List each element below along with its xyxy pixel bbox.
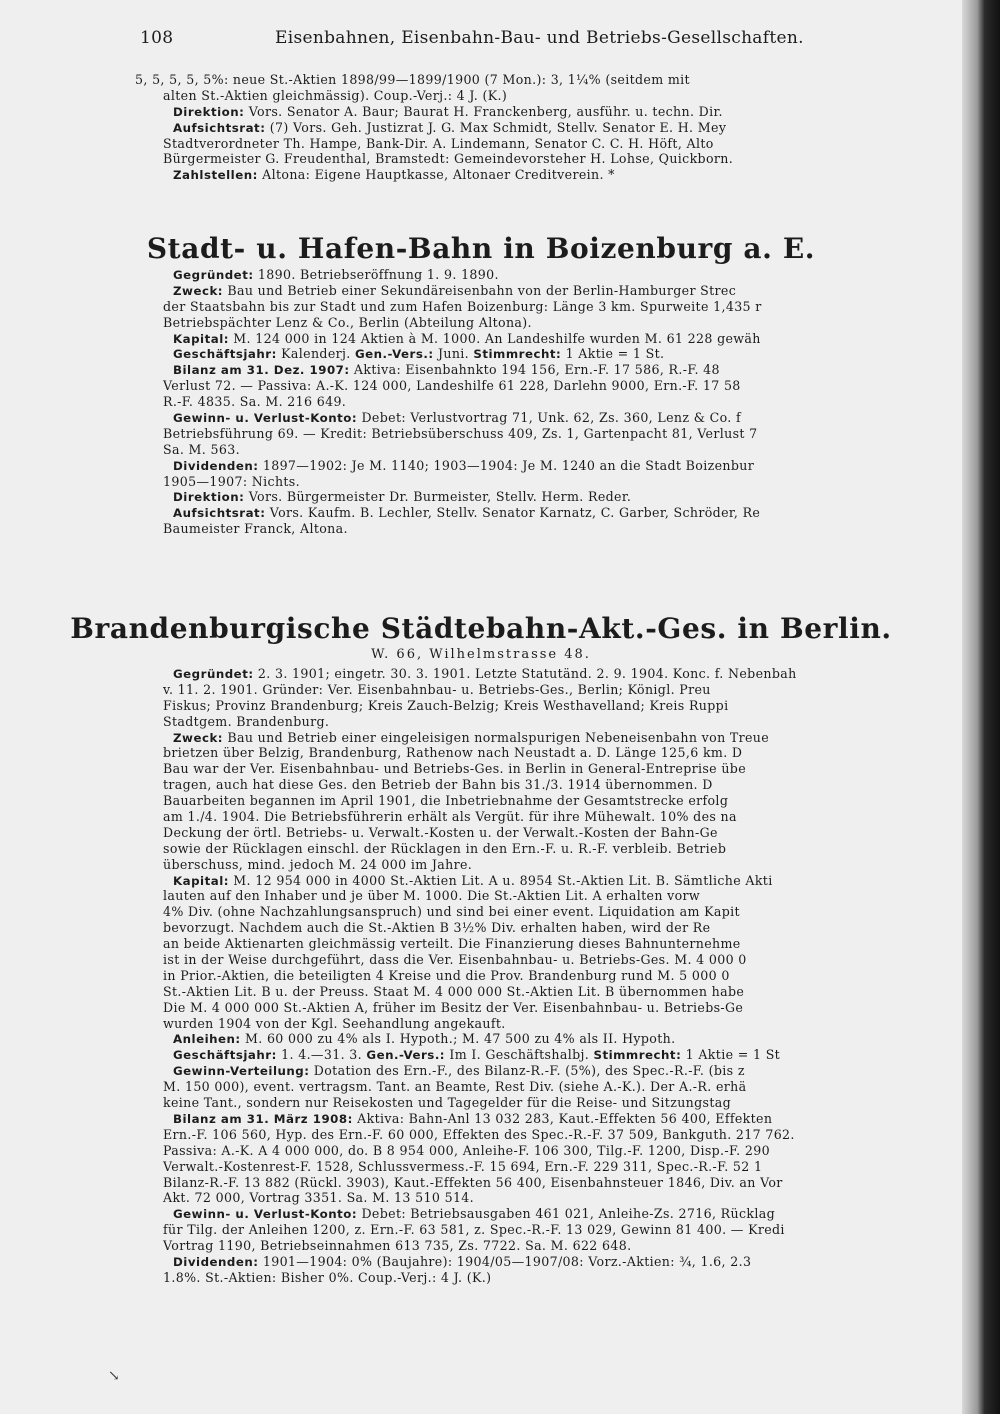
text-line xyxy=(135,136,955,152)
line-text: sowie der Rücklagen einschl. der Rücklagen in den Ern.-F. u. R.-F. verbleib. Betrieb xyxy=(163,840,727,856)
text-line xyxy=(135,761,955,777)
field-keyword: Gen.-Vers.: xyxy=(354,347,434,362)
text-line xyxy=(135,888,955,904)
field-keyword: Gewinn- u. Verlust-Konto: xyxy=(173,1207,358,1222)
text-line xyxy=(135,809,955,825)
field-keyword: Gen.-Vers.: xyxy=(366,1048,446,1063)
text-line xyxy=(135,331,955,347)
line-text: in Prior.-Aktien, die beteiligten 4 Kreise und die Prov. Brandenburg rund M. 5 000 0 xyxy=(163,967,730,983)
text-line xyxy=(135,394,955,410)
text-line xyxy=(135,1222,955,1238)
field-text: 1 Aktie = 1 St. xyxy=(561,346,665,362)
line-text: Fiskus; Provinz Brandenburg; Kreis Zauch-Belzig; Kreis Westhavelland; Kreis Ruppi xyxy=(163,697,729,713)
text-line xyxy=(135,1111,955,1127)
line-text: wurden 1904 von der Kgl. Seehandlung angekauft. xyxy=(163,1015,506,1031)
line-text: 5, 5, 5, 5, 5%: neue St.-Aktien 1898/99—1899/1900 (7 Mon.): 3, 1¼% (seitdem mit xyxy=(135,72,690,87)
line-text: lauten auf den Inhaber und je über M. 1000. Die St.-Aktien Lit. A erhalten vorw xyxy=(163,888,701,904)
text-line xyxy=(135,426,955,442)
company-address: W. 66, Wilhelmstrasse 48. xyxy=(371,647,591,662)
text-line xyxy=(135,151,955,167)
section-title-brandenburg: Brandenburgische Städtebahn-Akt.-Ges. in Berlin. xyxy=(70,612,892,645)
field-keyword: Aufsichtsrat: xyxy=(173,120,266,135)
text-line xyxy=(135,1270,955,1286)
field-keyword: Geschäftsjahr: xyxy=(173,347,277,362)
line-text: Deckung der örtl. Betriebs- u. Verwalt.-Kosten u. der Verwalt.-Kosten der Bahn-Ge xyxy=(163,824,718,840)
field-text: Juni. xyxy=(433,346,474,362)
field-keyword: Gegründet: xyxy=(173,667,254,681)
line-text: Ern.-F. 106 560, Hyp. des Ern.-F. 60 000, Effekten des Spec.-R.-F. 37 509, Bankguth. 217 762. xyxy=(163,1126,795,1142)
field-text: Altona: Eigene Hauptkasse, Altonaer Creditverein. * xyxy=(257,167,615,183)
line-text: Bürgermeister G. Freudenthal, Bramstedt: Gemeindevorsteher H. Lohse, Quickborn. xyxy=(163,151,734,167)
text-line xyxy=(135,682,955,698)
field-text: M. 60 000 zu 4% als I. Hypoth.; M. 47 500 zu 4% als II. Hypoth. xyxy=(240,1031,676,1047)
text-line xyxy=(135,474,955,490)
text-line xyxy=(135,936,955,952)
line-text: 4% Div. (ohne Nachzahlungsanspruch) und sind bei einer event. Liquidation am Kapit xyxy=(163,904,740,920)
running-title: Eisenbahnen, Eisenbahn-Bau- und Betriebs-Gesellschaften. xyxy=(275,28,804,48)
text-line xyxy=(135,410,955,426)
field-keyword: Stimmrecht: xyxy=(593,1048,682,1063)
section-continuation xyxy=(135,72,955,183)
field-keyword: Kapital: xyxy=(173,873,229,888)
field-text: Aktiva: Bahn-Anl 13 032 283, Kaut.-Effekten 56 400, Effekten xyxy=(352,1110,773,1126)
line-text: 1.8%. St.-Aktien: Bisher 0%. Coup.-Verj.: 4 J. (K.) xyxy=(163,1269,492,1285)
line-text: alten St.-Aktien gleichmässig). Coup.-Verj.: 4 J. (K.) xyxy=(163,87,508,103)
field-text: 1890. Betriebseröffnung 1. 9. 1890. xyxy=(253,267,499,282)
line-text: Verwalt.-Kostenrest-F. 1528, Schlussvermess.-F. 15 694, Ern.-F. 229 311, Spec.-R.-F. 52 1 xyxy=(163,1158,763,1174)
field-keyword: Stimmrecht: xyxy=(473,347,562,362)
line-text: der Staatsbahn bis zur Stadt und zum Hafen Boizenburg: Länge 3 km. Spurweite 1,435 r xyxy=(163,298,762,314)
field-text: Bau und Betrieb einer Sekundäreisenbahn von der Berlin-Hamburger Strec xyxy=(223,282,737,298)
line-text: überschuss, mind. jedoch M. 24 000 im Jahre. xyxy=(163,856,473,872)
text-line xyxy=(135,1238,955,1254)
line-text: an beide Aktienarten gleichmässig verteilt. Die Finanzierung dieses Bahnunternehme xyxy=(163,936,741,952)
text-line xyxy=(135,1190,955,1206)
line-text: Vortrag 1190, Betriebseinnahmen 613 735, Zs. 7722. Sa. M. 622 648. xyxy=(163,1238,632,1254)
text-line xyxy=(135,72,955,88)
text-line xyxy=(135,458,955,474)
section-boizenburg xyxy=(135,267,955,537)
text-line xyxy=(135,984,955,1000)
field-text: Vors. Kaufm. B. Lechler, Stellv. Senator Karnatz, C. Garber, Schröder, Re xyxy=(265,505,761,521)
text-line xyxy=(135,714,955,730)
margin-mark: ↘ xyxy=(108,1368,120,1384)
text-line xyxy=(135,730,955,746)
line-text: R.-F. 4835. Sa. M. 216 649. xyxy=(163,394,347,410)
text-line xyxy=(135,1079,955,1095)
line-text: Die M. 4 000 000 St.-Aktien A, früher im Besitz der Ver. Eisenbahnbau- u. Betriebs-Ge xyxy=(163,999,744,1015)
text-line xyxy=(135,777,955,793)
text-line xyxy=(135,1031,955,1047)
text-line xyxy=(135,857,955,873)
line-text: Verlust 72. — Passiva: A.-K. 124 000, Landeshilfe 61 228, Darlehn 9000, Ern.-F. 17 58 xyxy=(163,378,741,394)
text-line xyxy=(135,362,955,378)
field-keyword: Direktion: xyxy=(173,490,245,505)
text-line xyxy=(135,283,955,299)
line-text: M. 150 000), event. vertragsm. Tant. an Beamte, Rest Div. (siehe A.-K.). Der A.-R. erhä xyxy=(163,1079,747,1095)
line-text: Stadtgem. Brandenburg. xyxy=(163,713,330,729)
text-line xyxy=(135,315,955,331)
text-line xyxy=(135,1159,955,1175)
text-line xyxy=(135,299,955,315)
section-brandenburg xyxy=(135,666,955,1286)
line-text: Bilanz-R.-F. 13 882 (Rückl. 3903), Kaut.-Effekten 56 400, Eisenbahnsteuer 1846, Div. an Vor xyxy=(163,1174,783,1190)
text-line xyxy=(135,1254,955,1270)
field-keyword: Bilanz am 31. Dez. 1907: xyxy=(173,363,350,378)
field-keyword: Anleihen: xyxy=(173,1032,241,1047)
field-text: 1 Aktie = 1 St xyxy=(681,1047,781,1063)
field-text: Dotation des Ern.-F., des Bilanz-R.-F. (5%), des Spec.-R.-F. (bis z xyxy=(309,1063,745,1079)
text-line xyxy=(135,1206,955,1222)
text-line xyxy=(135,1016,955,1032)
text-line xyxy=(135,793,955,809)
text-line xyxy=(135,968,955,984)
line-text: für Tilg. der Anleihen 1200, z. Ern.-F. 63 581, z. Spec.-R.-F. 13 029, Gewinn 81 400. — Kredi xyxy=(163,1222,785,1238)
line-text: St.-Aktien Lit. B u. der Preuss. Staat M. 4 000 000 St.-Aktien Lit. B übernommen habe xyxy=(163,983,745,999)
field-keyword: Zahlstellen: xyxy=(173,168,258,183)
page-edge-shadow xyxy=(962,0,1000,1414)
field-text: Vors. Senator A. Baur; Baurat H. Franckenberg, ausführ. u. techn. Dir. xyxy=(244,103,723,119)
text-line xyxy=(135,104,955,120)
text-line xyxy=(135,1127,955,1143)
line-text: Bau war der Ver. Eisenbahnbau- und Betriebs-Ges. in Berlin in General-Entreprise übe xyxy=(163,761,747,777)
text-line xyxy=(135,1063,955,1079)
text-line xyxy=(135,873,955,889)
field-text: Debet: Betriebsausgaben 461 021, Anleihe-Zs. 2716, Rücklag xyxy=(357,1206,775,1222)
text-line xyxy=(135,1047,955,1063)
field-text: Aktiva: Eisenbahnkto 194 156, Ern.-F. 17 586, R.-F. 48 xyxy=(349,362,720,378)
field-text: 1901—1904: 0% (Baujahre): 1904/05—1907/08: Vorz.-Aktien: ¾, 1.6, 2.3 xyxy=(258,1253,752,1269)
text-line xyxy=(135,745,955,761)
running-header xyxy=(140,28,960,54)
line-text: Akt. 72 000, Vortrag 3351. Sa. M. 13 510 514. xyxy=(163,1190,475,1206)
field-keyword: Dividenden: xyxy=(173,1254,259,1269)
text-line xyxy=(135,1000,955,1016)
field-text: (7) Vors. Geh. Justizrat J. G. Max Schmidt, Stellv. Senator E. H. Mey xyxy=(265,119,727,135)
field-keyword: Gewinn-Verteilung: xyxy=(173,1064,310,1079)
line-text: Bauarbeiten begannen im April 1901, die Inbetriebnahme der Gesamtstrecke erfolg xyxy=(163,793,729,809)
field-text: Debet: Verlustvortrag 71, Unk. 62, Zs. 360, Lenz & Co. f xyxy=(357,410,742,426)
text-line xyxy=(135,952,955,968)
field-keyword: Zweck: xyxy=(173,283,224,298)
line-text: v. 11. 2. 1901. Gründer: Ver. Eisenbahnbau- u. Betriebs-Ges., Berlin; Königl. Preu xyxy=(163,681,711,697)
page-number: 108 xyxy=(140,28,174,48)
text-line xyxy=(135,1143,955,1159)
text-line xyxy=(135,920,955,936)
field-keyword: Bilanz am 31. März 1908: xyxy=(173,1111,353,1126)
field-text: Kalenderj. xyxy=(276,346,355,362)
field-text: M. 12 954 000 in 4000 St.-Aktien Lit. A u. 8954 St.-Aktien Lit. B. Sämtliche Akti xyxy=(228,872,773,888)
field-text: M. 124 000 in 124 Aktien à M. 1000. An Landeshilfe wurden M. 61 228 gewäh xyxy=(228,330,761,346)
field-keyword: Kapital: xyxy=(173,331,229,346)
text-line xyxy=(135,167,955,183)
text-line xyxy=(135,825,955,841)
text-line xyxy=(135,346,955,362)
line-text: brietzen über Belzig, Brandenburg, Rathenow nach Neustadt a. D. Länge 125,6 km. D xyxy=(163,745,743,761)
text-line xyxy=(135,442,955,458)
section-title-boizenburg: Stadt- u. Hafen-Bahn in Boizenburg a. E. xyxy=(146,232,816,265)
text-line xyxy=(135,698,955,714)
field-text: 2. 3. 1901; eingetr. 30. 3. 1901. Letzte Statutänd. 2. 9. 1904. Konc. f. Nebenbah xyxy=(253,666,797,681)
line-text: am 1./4. 1904. Die Betriebsführerin erhält als Vergüt. für ihre Mühewalt. 10% des na xyxy=(163,809,737,825)
line-text: Betriebsführung 69. — Kredit: Betriebsüberschuss 409, Zs. 1, Gartenpacht 81, Verlust 7 xyxy=(163,425,758,441)
line-text: Betriebspächter Lenz & Co., Berlin (Abteilung Altona). xyxy=(163,314,532,330)
field-text: Vors. Bürgermeister Dr. Burmeister, Stellv. Herm. Reder. xyxy=(244,489,632,505)
text-line xyxy=(135,88,955,104)
line-text: Stadtverordneter Th. Hampe, Bank-Dir. A. Lindemann, Senator C. C. H. Höft, Alto xyxy=(163,135,714,151)
text-line xyxy=(135,378,955,394)
text-line xyxy=(135,666,955,682)
text-line xyxy=(135,267,955,283)
field-text: Im I. Geschäftshalbj. xyxy=(445,1047,594,1063)
text-line xyxy=(135,120,955,136)
field-keyword: Aufsichtsrat: xyxy=(173,506,266,521)
field-keyword: Geschäftsjahr: xyxy=(173,1048,277,1063)
text-line xyxy=(135,489,955,505)
line-text: Passiva: A.-K. A 4 000 000, do. B 8 954 000, Anleihe-F. 106 300, Tilg.-F. 1200, Disp.-F. 290 xyxy=(163,1142,770,1158)
field-keyword: Zweck: xyxy=(173,730,224,745)
text-line xyxy=(135,904,955,920)
line-text: 1905—1907: Nichts. xyxy=(163,473,300,489)
field-keyword: Dividenden: xyxy=(173,458,259,473)
line-text: tragen, auch hat diese Ges. den Betrieb der Bahn bis 31./3. 1914 übernommen. D xyxy=(163,777,713,793)
text-line xyxy=(135,841,955,857)
text-line xyxy=(135,1175,955,1191)
line-text: ist in der Weise durchgeführt, dass die Ver. Eisenbahnbau- u. Betriebs-Ges. M. 4 000 0 xyxy=(163,952,747,968)
text-line xyxy=(135,1095,955,1111)
line-text: Sa. M. 563. xyxy=(163,441,240,457)
field-keyword: Direktion: xyxy=(173,104,245,119)
text-line xyxy=(135,521,955,537)
field-text: 1. 4.—31. 3. xyxy=(276,1047,367,1063)
text-line xyxy=(135,505,955,521)
line-text: bevorzugt. Nachdem auch die St.-Aktien B 3½% Div. erhalten haben, wird der Re xyxy=(163,920,711,936)
field-text: Bau und Betrieb einer eingeleisigen normalspurigen Nebeneisenbahn von Treue xyxy=(223,729,770,745)
line-text: Baumeister Franck, Altona. xyxy=(163,521,348,537)
field-text: 1897—1902: Je M. 1140; 1903—1904: Je M. 1240 an die Stadt Boizenbur xyxy=(258,457,755,473)
field-keyword: Gegründet: xyxy=(173,268,254,282)
line-text: keine Tant., sondern nur Reisekosten und Tagegelder für die Reise- und Sitzungstag xyxy=(163,1095,732,1111)
field-keyword: Gewinn- u. Verlust-Konto: xyxy=(173,411,358,426)
